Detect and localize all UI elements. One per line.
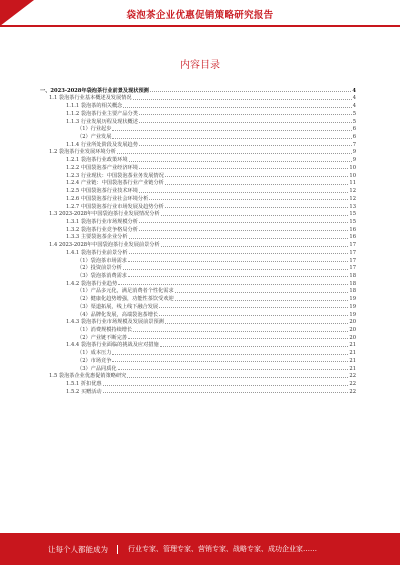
toc-entry-page: 12 [349,195,356,202]
toc-leader-dots [128,261,348,262]
toc-entry-page: 21 [349,365,356,372]
toc-entry-title: （3）袋泡茶消费需求 [77,272,127,279]
toc-entry-page: 9 [352,157,356,164]
toc-leader-dots [112,138,351,139]
toc-entry-title: 1.3.3 主要袋泡茶企业分析 [66,234,128,241]
toc-entry[interactable] [40,179,356,187]
toc-entry[interactable] [40,248,356,256]
toc-leader-dots [129,238,349,239]
toc-leader-dots [161,215,349,216]
toc-entry-page: 19 [349,303,356,310]
toc-entry[interactable] [40,294,356,302]
toc-leader-dots [175,292,349,293]
toc-entry-title: 1.3 2023-2028年中国袋泡茶行业发展情况分析 [49,211,160,218]
toc-entry[interactable] [40,279,356,287]
toc-entry-title: （1）产品多元化，满足消费者个性化需求 [77,288,174,295]
report-title: 袋泡茶企业优惠促销策略研究报告 [126,10,274,21]
toc-entry-page: 5 [352,118,356,125]
toc-entry[interactable] [40,264,356,272]
toc-entry[interactable] [40,94,356,102]
toc-leader-dots [139,192,348,193]
toc-entry[interactable] [40,101,356,109]
toc-entry[interactable] [40,202,356,210]
toc-entry-title: 1.1.4 行业所处阶段及发展趋势 [66,141,138,148]
toc-leader-dots [165,184,349,185]
toc-entry-title: 1.1.2 袋泡茶行业主要产品分类 [66,110,138,117]
toc-entry[interactable] [40,217,356,225]
toc-entry-page: 16 [349,234,356,241]
toc-entry[interactable] [40,379,356,387]
toc-entry[interactable] [40,117,356,125]
toc-entry-title: （1）消费规模持续增长 [77,327,133,333]
toc-entry[interactable] [40,155,356,163]
toc-entry-page: 11 [349,180,356,187]
toc-entry[interactable] [40,348,356,356]
toc-leader-dots [128,276,348,277]
toc-entry-title: （1）成本压力 [77,350,112,357]
toc-entry[interactable] [40,225,356,233]
toc-entry-page: 4 [352,87,356,94]
toc-entry-title: 1.2.3 行业现状：中国袋泡茶业务发展情况 [66,172,164,179]
footer-divider [117,545,118,554]
toc-leader-dots [129,253,349,254]
toc-entry-title: 1.2 袋泡茶行业发展环境分析 [49,149,116,156]
toc-entry-page: 17 [349,242,356,249]
toc-entry-title: 1.5 袋泡茶企业优惠促销策略研究 [49,373,127,380]
toc-entry-page: 17 [349,257,356,264]
toc-entry-title: 1.2.2 中国袋泡茶产业经济环境 [66,164,138,171]
toc-entry[interactable] [40,240,356,248]
footer-roles: 行业专家、管理专家、营销专家、战略专家、成功企业家…… [128,545,317,553]
toc-entry-page: 20 [349,334,356,341]
toc-entry-page: 6 [352,134,356,141]
toc-entry[interactable] [40,163,356,171]
page-header [0,0,400,26]
toc-leader-dots [165,207,349,208]
toc-entry[interactable] [40,86,356,94]
toc-entry-title: 1.2.6 中国袋泡茶行业社会环境分析 [66,195,149,202]
toc-entry-page: 6 [352,126,356,133]
toc-leader-dots [118,369,349,370]
toc-leader-dots [139,230,348,231]
toc-leader-dots [161,246,349,247]
toc-entry[interactable] [40,333,356,341]
toc-entry-page: 21 [349,350,356,357]
toc-entry-page: 21 [349,342,356,349]
toc-leader-dots [160,346,349,347]
toc-leader-dots [123,269,349,270]
toc-entry[interactable] [40,372,356,380]
toc-entry-title: 1.2.7 中国袋泡茶行业市场发展及趋势分析 [66,203,164,210]
toc-entry-page: 4 [352,95,356,102]
toc-entry-title: 1.1.1 袋泡茶的相关概念 [66,103,123,110]
toc-entry-page: 16 [349,226,356,233]
toc-entry-page: 7 [352,141,356,148]
toc-entry-title: 1.3.1 袋泡茶行业市场规模分析 [66,218,138,225]
toc-entry-page: 9 [352,149,356,156]
toc-entry-page: 10 [349,164,356,171]
toc-entry[interactable] [40,287,356,295]
toc-leader-dots [159,315,348,316]
toc-entry[interactable] [40,302,356,310]
toc-entry[interactable] [40,364,356,372]
toc-entry-page: 12 [349,188,356,195]
toc-leader-dots [133,331,348,332]
toc-entry-page: 20 [349,319,356,326]
table-of-contents [40,86,356,395]
toc-entry-title: 1.3.2 袋泡茶行业竞争格局分析 [66,226,138,233]
toc-leader-dots [112,354,348,355]
toc-entry[interactable] [40,109,356,117]
toc-entry[interactable] [40,233,356,241]
toc-leader-dots [159,307,348,308]
toc-leader-dots [149,199,348,200]
toc-entry-page: 17 [349,265,356,272]
toc-heading: 内容目录 [180,60,220,71]
toc-entry[interactable] [40,210,356,218]
toc-leader-dots [165,176,349,177]
toc-entry[interactable] [40,194,356,202]
toc-leader-dots [129,161,352,162]
toc-entry-page: 4 [352,103,356,110]
toc-entry-page: 18 [349,280,356,287]
toc-entry-title: 1.4.2 袋泡茶行业趋势 [66,280,118,287]
toc-entry[interactable] [40,256,356,264]
toc-entry-title: 1.4.1 袋泡茶行业前景分析 [66,249,128,256]
toc-entry-title: 1.4 2023-2028年中国袋泡茶行业发展前景分析 [49,242,160,249]
toc-entry-title: （3）产品同质化 [77,365,117,372]
toc-entry[interactable] [40,325,356,333]
toc-entry-page: 15 [349,211,356,218]
toc-leader-dots [139,145,352,146]
toc-entry[interactable] [40,125,356,133]
toc-entry-page: 19 [349,311,356,318]
toc-entry[interactable] [40,140,356,148]
toc-leader-dots [128,338,348,339]
toc-entry[interactable] [40,341,356,349]
toc-entry[interactable] [40,171,356,179]
toc-entry-title: （2）市场竞争 [77,357,112,364]
toc-entry-title: 1.2.4 产业链：中国袋泡茶行业产业链分析 [66,180,164,187]
toc-entry-title: 1.1.3 行业发展历程及现状概述 [66,118,138,125]
toc-entry-page: 17 [349,249,356,256]
toc-entry-title: 1.1 袋泡茶行业基本概述及发展情况 [49,95,132,102]
toc-entry-page: 10 [349,172,356,179]
toc-leader-dots [150,91,352,92]
toc-entry-page: 20 [349,327,356,333]
toc-entry-title: （4）品牌化发展，高端袋泡茶增长 [77,311,159,318]
toc-entry-title: 1.4.4 袋泡茶行业面临的挑战及应对措施 [66,342,159,349]
toc-leader-dots [118,284,348,285]
toc-entry[interactable] [40,310,356,318]
toc-entry-page: 21 [349,357,356,364]
toc-leader-dots [133,99,352,100]
toc-entry-title: （1）行业起步 [77,126,112,133]
toc-entry-title: （2）产业链不断完善 [77,334,127,341]
toc-leader-dots [112,130,351,131]
toc-entry-title: （2）健康化趋势增强，功能性茶饮受欢迎 [77,296,174,303]
toc-entry-page: 22 [349,373,356,380]
toc-entry-title: 1.2.1 袋泡茶行业政策环境 [66,157,128,164]
toc-entry-page: 15 [349,218,356,225]
page-footer [0,533,400,565]
toc-entry[interactable] [40,387,356,395]
toc-entry[interactable] [40,356,356,364]
header-divider [0,25,400,27]
toc-entry-title: （3）渠道拓展，线上线下融合发展 [77,303,159,310]
toc-entry-page: 22 [349,381,356,388]
toc-entry[interactable] [40,132,356,140]
toc-leader-dots [175,300,349,301]
toc-entry[interactable] [40,148,356,156]
toc-entry-page: 18 [349,288,356,295]
toc-entry-page: 18 [349,272,356,279]
toc-entry-page: 19 [349,296,356,303]
toc-entry-title: 1.4.3 袋泡茶行业市场规模及发展前景预测 [66,319,164,326]
toc-entry-title: （2）产业发展 [77,134,112,141]
toc-leader-dots [103,385,349,386]
toc-leader-dots [117,153,352,154]
toc-leader-dots [103,392,349,393]
toc-entry-title: 1.5.1 折扣优惠 [66,381,102,388]
toc-entry[interactable] [40,271,356,279]
toc-entry-title: 1.5.2 买赠活动 [66,388,102,395]
toc-leader-dots [165,323,349,324]
toc-leader-dots [139,222,348,223]
toc-entry-title: 一、2023-2028年袋泡茶行业前景及现状预测 [40,87,149,94]
toc-entry-title: （2）投资前景分析 [77,265,122,272]
toc-leader-dots [127,377,348,378]
toc-entry-title: 1.2.5 中国袋泡茶行业技术环境 [66,188,138,195]
toc-entry-title: （1）袋泡茶市场需求 [77,257,127,264]
footer-slogan: 让每个人都能成为 [48,545,108,554]
toc-entry-page: 13 [349,203,356,210]
toc-leader-dots [139,122,352,123]
toc-entry-page: 22 [349,388,356,395]
toc-entry[interactable] [40,318,356,326]
toc-leader-dots [139,168,348,169]
toc-leader-dots [123,107,351,108]
toc-entry-page: 5 [352,110,356,117]
toc-entry[interactable] [40,186,356,194]
toc-leader-dots [139,114,352,115]
toc-leader-dots [112,361,348,362]
